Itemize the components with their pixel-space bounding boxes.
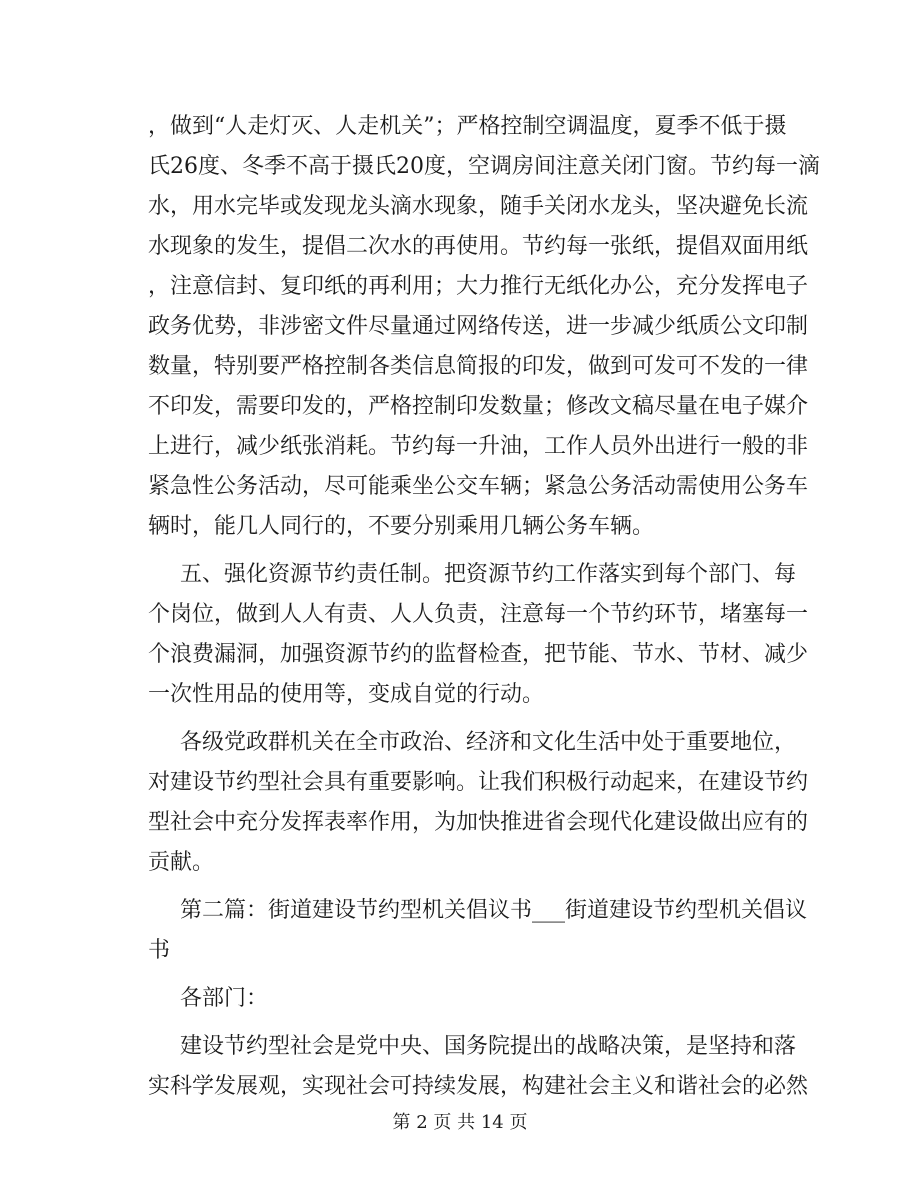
text-line: 贡献。 [148, 850, 215, 875]
text-line: 水，用水完毕或发现龙头滴水现象，随手关闭水龙头，坚决避免长流 [148, 194, 809, 219]
section-heading: 第二篇：街道建设节约型机关倡议书___街道建设节约型机关倡议 [180, 898, 808, 923]
paragraph-first-line: 各级党政群机关在全市政治、经济和文化生活中处于重要地位， [180, 730, 797, 755]
page-number-footer: 第 2 页 共 14 页 [392, 1112, 528, 1133]
paragraph-first-line: 建设节约型社会是党中央、国务院提出的战略决策，是坚持和落 [180, 1034, 797, 1059]
text-line: ，注意信封、复印纸的再利用；大力推行无纸化办公，充分发挥电子 [148, 274, 809, 299]
text-line: 氏26度、冬季不高于摄氏20度，空调房间注意关闭门窗。节约每一滴 [148, 154, 820, 179]
text-line: 个岗位，做到人人有责、人人负责，注意每一个节约环节，堵塞每一 [148, 602, 809, 627]
salutation: 各部门： [180, 986, 269, 1011]
text-line: 一次性用品的使用等，变成自觉的行动。 [148, 682, 545, 707]
text-line: 个浪费漏洞，加强资源节约的监督检查，把节能、节水、节材、减少 [148, 642, 809, 667]
text-line: 型社会中充分发挥表率作用，为加快推进省会现代化建设做出应有的 [148, 810, 809, 835]
text-line: 数量，特别要严格控制各类信息简报的印发，做到可发可不发的一律 [148, 354, 809, 379]
text-line: 对建设节约型社会具有重要影响。让我们积极行动起来，在建设节约 [148, 770, 809, 795]
section-heading-continued: 书 [148, 938, 171, 963]
text-line: 政务优势，非涉密文件尽量通过网络传送，进一步减少纸质公文印制 [148, 314, 809, 339]
text-line: 水现象的发生，提倡二次水的再使用。节约每一张纸，提倡双面用纸 [148, 234, 809, 259]
text-line: 紧急性公务活动，尽可能乘坐公交车辆；紧急公务活动需使用公务车 [148, 474, 809, 499]
paragraph-first-line: 五、强化资源节约责任制。把资源节约工作落实到每个部门、每 [180, 562, 797, 587]
text-line: 上进行，减少纸张消耗。节约每一升油，工作人员外出进行一般的非 [148, 434, 809, 459]
text-line: ，做到“人走灯灭、人走机关”；严格控制空调温度，夏季不低于摄 [148, 114, 787, 139]
text-line: 实科学发展观，实现社会可持续发展，构建社会主义和谐社会的必然 [148, 1074, 809, 1099]
text-line: 辆时，能几人同行的，不要分别乘用几辆公务车辆。 [148, 514, 655, 539]
text-line: 不印发，需要印发的，严格控制印发数量；修改文稿尽量在电子媒介 [148, 394, 809, 419]
